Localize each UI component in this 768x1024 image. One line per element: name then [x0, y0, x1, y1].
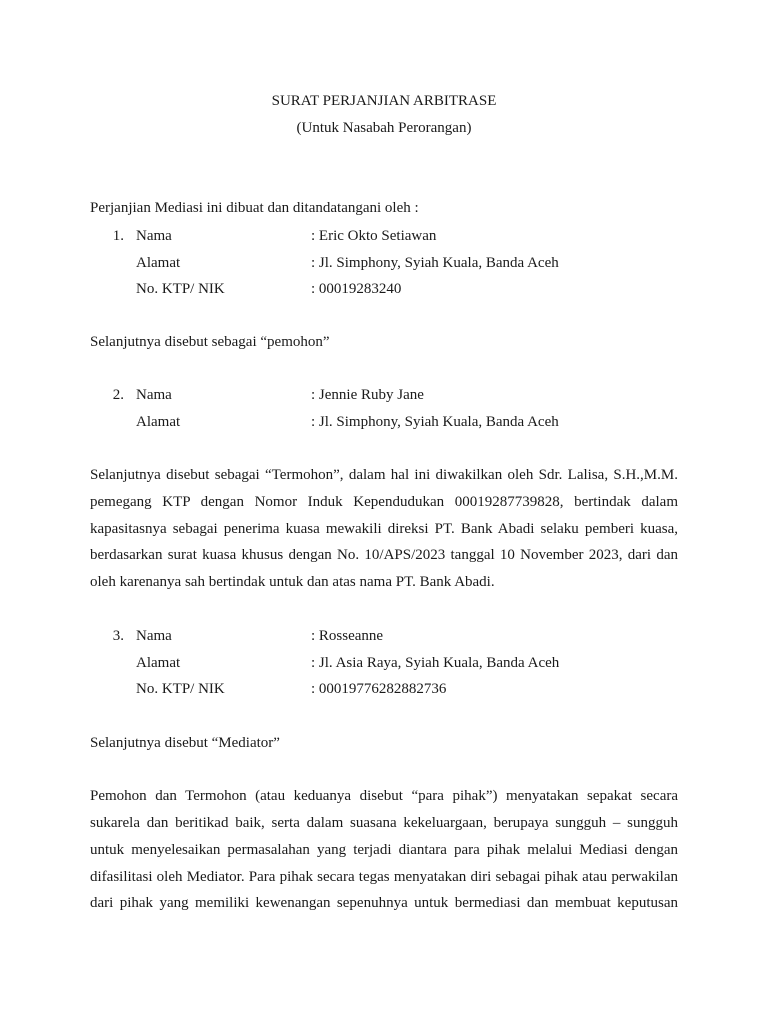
- field-label: Nama: [136, 628, 172, 644]
- designation-text: Selanjutnya disebut “Mediator”: [90, 735, 280, 751]
- party-number: 1.: [112, 228, 124, 244]
- paragraph-line: kapasitasnya sebagai penerima kuasa mewakili direksi PT. Bank Abadi selaku pemberi kuasa,: [90, 521, 678, 537]
- field-value: : 00019283240: [311, 281, 402, 297]
- party-number: 2.: [112, 387, 124, 403]
- field-label: Alamat: [136, 255, 181, 271]
- field-value: : 00019776282882736: [311, 681, 447, 697]
- paragraph-line: dari pihak yang memiliki kewenangan sepenuhnya untuk bermediasi dan membuat keputusan: [90, 895, 678, 911]
- paragraph-line: Pemohon dan Termohon (atau keduanya disebut “para pihak”) menyatakan sepakat secara: [90, 788, 678, 804]
- field-label: Nama: [136, 387, 172, 403]
- field-label: No. KTP/ NIK: [136, 281, 225, 297]
- paragraph-line: Selanjutnya disebut sebagai “Termohon”, dalam hal ini diwakilkan oleh Sdr. Lalisa, S.H.,M.M.: [90, 467, 678, 483]
- paragraph-line: pemegang KTP dengan Nomor Induk Kependudukan 00019287739828, bertindak dalam: [90, 494, 678, 510]
- field-value: : Eric Okto Setiawan: [311, 228, 437, 244]
- paragraph-line: oleh karenanya sah bertindak untuk dan atas nama PT. Bank Abadi.: [90, 574, 495, 590]
- field-label: Nama: [136, 228, 172, 244]
- field-label: Alamat: [136, 655, 181, 671]
- paragraph-line: sukarela dan beritikad baik, serta dalam suasana kekeluargaan, berupaya sungguh – sungguh: [90, 815, 678, 831]
- intro-text: Perjanjian Mediasi ini dibuat dan ditandatangani oleh :: [90, 200, 419, 216]
- paragraph-line: difasilitasi oleh Mediator. Para pihak secara tegas menyatakan diri sebagai pihak atau perwakilan: [90, 869, 678, 885]
- field-value: : Jl. Simphony, Syiah Kuala, Banda Aceh: [311, 414, 559, 430]
- paragraph-line: untuk menyelesaikan permasalahan yang terjadi diantara para pihak melalui Mediasi dengan: [90, 842, 678, 858]
- field-label: No. KTP/ NIK: [136, 681, 225, 697]
- paragraph-line: berdasarkan surat kuasa khusus dengan No. 10/APS/2023 tanggal 10 November 2023, dari dan: [90, 547, 678, 563]
- field-label: Alamat: [136, 414, 181, 430]
- document-title: SURAT PERJANJIAN ARBITRASE: [271, 93, 497, 109]
- field-value: : Jl. Simphony, Syiah Kuala, Banda Aceh: [311, 255, 559, 271]
- field-value: : Jennie Ruby Jane: [311, 387, 424, 403]
- designation-text: Selanjutnya disebut sebagai “pemohon”: [90, 334, 330, 350]
- document-subtitle: (Untuk Nasabah Perorangan): [296, 120, 472, 136]
- party-number: 3.: [112, 628, 124, 644]
- field-value: : Rosseanne: [311, 628, 384, 644]
- field-value: : Jl. Asia Raya, Syiah Kuala, Banda Aceh: [311, 655, 560, 671]
